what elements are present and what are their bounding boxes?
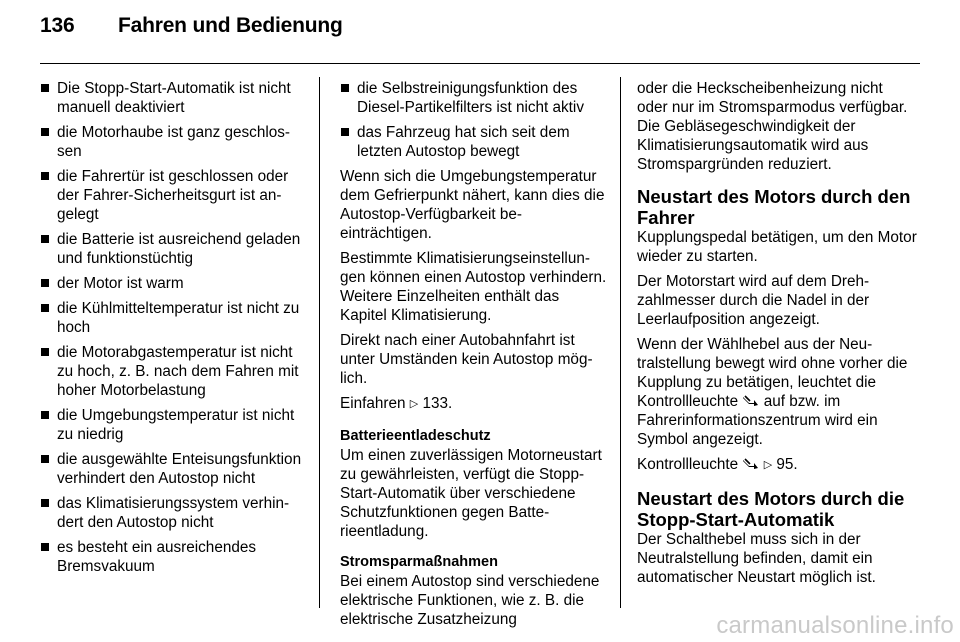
list-item: die Motorhaube ist ganz geschlossen (40, 123, 304, 161)
column-divider (620, 77, 621, 608)
page-title: Fahren und Bedienung (118, 14, 343, 37)
autostop-indicator-icon (742, 458, 759, 470)
list-item: die Selbstreinigungsfunktion des Diesel-Partikelfilters ist nicht aktiv (340, 79, 608, 117)
bullet-icon (41, 84, 49, 92)
list-item: das Fahrzeug hat sich seit dem letzten Autostop bewegt (340, 123, 608, 161)
list-item: die Batterie ist ausreichend geladen und funktionstüchtig (40, 230, 304, 268)
bullet-icon (41, 499, 49, 507)
subheading: Batterieentladeschutz (340, 428, 491, 444)
paragraph: Wenn der Wählhebel aus der Neutralstellung bewegt wird ohne vorher die Kupplung zu betätigen, leuchtet die Kontrollleuchte auf bzw. im Fahrerinformationszentrum wird ein Symbol angezeigt. (637, 336, 908, 448)
cross-reference: Kontrollleuchte ▷ 95. (637, 456, 798, 473)
reference-link[interactable]: 95. (776, 456, 798, 473)
bullet-icon (341, 128, 349, 136)
cross-reference: Einfahren ▷ 133. (340, 395, 453, 412)
paragraph: Um einen zuverlässigen Motorneustart zu gewährleisten, verfügt die Stopp-Start-Automatik über verschiedene Schutzfunktionen gegen Batterieentladung. (340, 447, 602, 540)
subheading: Stromsparmaßnahmen (340, 554, 498, 570)
paragraph: Bei einem Autostop sind verschiedene elektrische Funktionen, wie z. B. die elektrische Zusatzheizung (340, 573, 600, 628)
column-2 (340, 79, 608, 635)
list-item: die Motorabgastemperatur ist nicht zu hoch, z. B. nach dem Fahren mit hoher Motorbelastung (40, 343, 304, 400)
bullet-icon (341, 84, 349, 92)
list-item: die ausgewählte Enteisungsfunktion verhindert den Autostop nicht (40, 450, 304, 488)
conditions-list (40, 79, 304, 576)
reference-arrow-icon: ▷ (763, 459, 773, 471)
bullet-icon (41, 172, 49, 180)
page-number: 136 (40, 14, 75, 37)
list-item: der Motor ist warm (40, 274, 304, 293)
bullet-icon (41, 543, 49, 551)
paragraph: Direkt nach einer Autobahnfahrt ist unter Umständen kein Autostop möglich. (340, 332, 593, 387)
watermark: carmanualsonline.info (716, 612, 954, 639)
list-item: Die Stopp-Start-Automatik ist nicht manuell deaktiviert (40, 79, 304, 117)
column-3 (637, 79, 917, 593)
autostop-indicator-icon (742, 395, 759, 407)
reference-arrow-icon: ▷ (409, 398, 419, 410)
bullet-icon (41, 411, 49, 419)
bullet-icon (41, 348, 49, 356)
column-1 (40, 79, 304, 582)
paragraph: Wenn sich die Umgebungstemperatur dem Gefrierpunkt nähert, kann dies die Autostop-Verfügbarkeit beeinträchtigen. (340, 168, 605, 242)
column-divider (319, 77, 320, 608)
list-item: die Fahrertür ist geschlossen oder der Fahrer-Sicherheitsgurt ist angelegt (40, 167, 304, 224)
header-rule (40, 63, 920, 64)
section-title: Neustart des Motors durch die Stopp-Start-Automatik (637, 488, 905, 530)
reference-link[interactable]: 133. (422, 395, 453, 412)
paragraph: Kupplungspedal betätigen, um den Motor wieder zu starten. (637, 229, 917, 265)
section-title: Neustart des Motors durch den Fahrer (637, 186, 911, 228)
paragraph: Der Motorstart wird auf dem Drehzahlmesser durch die Nadel in der Leerlaufposition angezeigt. (637, 273, 870, 328)
bullet-icon (41, 455, 49, 463)
bullet-icon (41, 235, 49, 243)
paragraph: Der Schalthebel muss sich in der Neutralstellung befinden, damit ein automatischer Neustart möglich ist. (637, 531, 876, 586)
paragraph: oder die Heckscheibenheizung nicht oder nur im Stromsparmodus verfügbar. Die Gebläsegeschwindigkeit der Klimatisierungsautomatik wird aus Stromspargründen reduziert. (637, 80, 908, 173)
list-item: es besteht ein ausreichendes Bremsvakuum (40, 538, 304, 576)
conditions-list-continued (340, 79, 608, 161)
bullet-icon (41, 279, 49, 287)
bullet-icon (41, 128, 49, 136)
paragraph: Bestimmte Klimatisierungseinstellungen können einen Autostop verhindern. Weitere Einzelheiten enthält das Kapitel Klimatisierung. (340, 250, 607, 324)
list-item: die Umgebungstemperatur ist nicht zu niedrig (40, 406, 304, 444)
list-item: das Klimatisierungssystem verhindert den Autostop nicht (40, 494, 304, 532)
bullet-icon (41, 304, 49, 312)
page-header (40, 14, 343, 38)
list-item: die Kühlmitteltemperatur ist nicht zu hoch (40, 299, 304, 337)
